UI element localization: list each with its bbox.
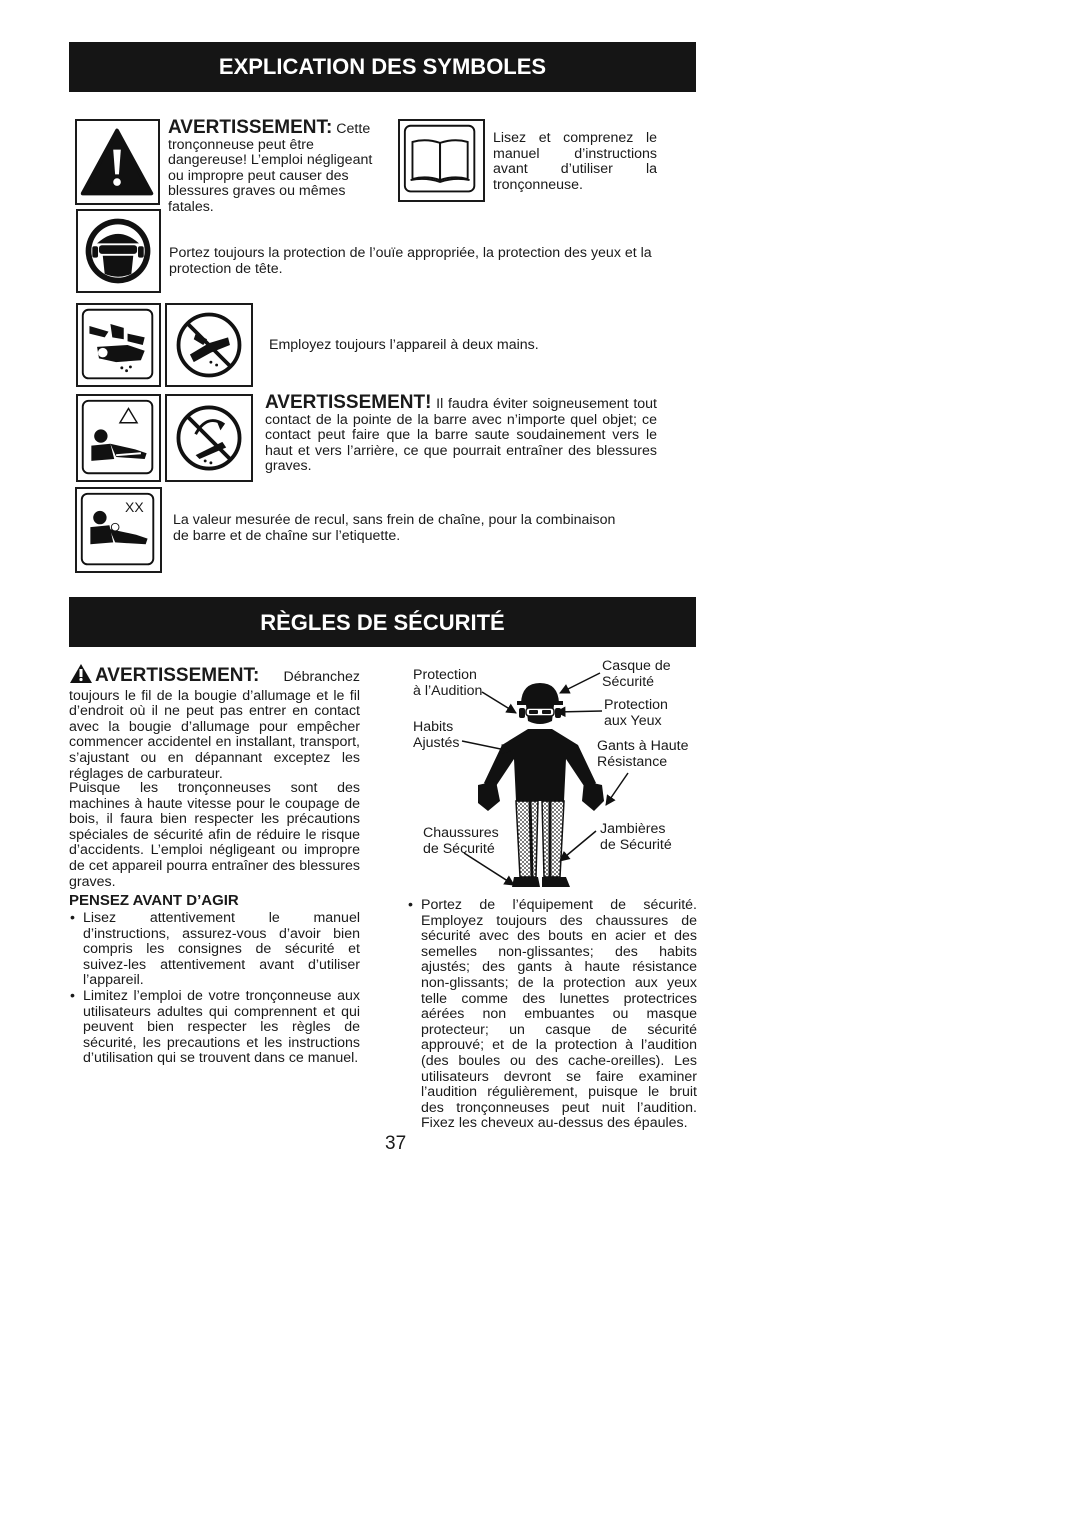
warning-triangle-box xyxy=(75,119,160,205)
right-boot xyxy=(542,877,570,887)
protection-head-box xyxy=(76,209,161,293)
symbols-title: EXPLICATION DES SYMBOLES xyxy=(218,54,547,79)
bullet-marker: • xyxy=(70,910,75,926)
bullet-marker: • xyxy=(408,897,413,913)
warning-main-heading: AVERTISSEMENT: xyxy=(168,117,333,138)
one-hand-prohibited-box xyxy=(165,303,253,387)
list-item: • Portez de l’équipement de sécurité. Employez toujours des chaussures de sécurité avec des bouts en acier et des semelles non‑glissantes; des habits ajustés; des gants à haute résistance non‑glissants; de la protection aux yeux telle comme des lunettes protectrices aérées non embuantes ou masque protecteur; un casque de sécurité approuvé; et de la protection à l’audition (des boules ou des cache‑oreilles). Les utilisateurs devront se faire examiner l’audition régulièrement, puisque le bruit des tronçonneuses peut nuit l’audition. Fixez les cheveux au‑dessus des épaules. xyxy=(408,897,697,1132)
protection-text: Portez toujours la protection de l’ouïe appropriée, la protection des yeux et la protection de tête. xyxy=(169,245,652,277)
kickback-prohibited-box xyxy=(165,394,253,482)
two-hands-text: Employez toujours l’appareil à deux mains. xyxy=(269,337,539,353)
label-chaps: Jambières de Sécurité xyxy=(600,821,672,853)
list-item: • Lisez attentivement le manuel d’instructions, assurez‑vous d’avoir bien compris les consignes de sécurité et suivez‑les attentivement avant d’utiliser l’appareil. xyxy=(70,910,360,989)
right-chap xyxy=(542,801,564,877)
safety-title: RÈGLES DE SÉCURITÉ xyxy=(260,610,505,635)
manual-book-box xyxy=(398,119,485,202)
recoil-value-label: XX xyxy=(125,499,144,515)
left-glove xyxy=(478,781,500,811)
safety-warning-text: Débranchez toujours le fil de la bougie d’allumage et le fil d’endroit où il ne peut pas entrer en contact avec la bougie d’allumage pour empêcher commencer accidentel en installant, transport, s’ajustant ou en dépannant exceptez les réglages de carburateur. xyxy=(69,669,360,782)
safety-intro-text: Puisque les tronçonneuses sont des machines à haute vitesse pour le coupage de bois, il faura bien respecter les précautions spéciales de sécurité afin de réduire le risque d’accidents. L’emploi négligeant ou impropre de cet appareil pourra entraîner des blessures graves. xyxy=(69,780,360,890)
two-hands-chainsaw-icon xyxy=(78,305,159,385)
list-item: • Limitez l’emploi de votre tronçonneuse aux utilisateurs adultes qui comprennent et qui peuvent bien respecter les règles de sécurité, les precautions et les instructions d’utilisation qui se trouvent dans ce manuel. xyxy=(70,987,360,1067)
book-icon xyxy=(400,121,483,200)
label-eyes: Protection aux Yeux xyxy=(604,697,668,729)
kickback-text: Il faudra éviter soigneusement tout contact de la pointe de la barre avec n’importe quel objet; ce contact peut faire que la barre saute soudainement vers le haut et vers l’arrière, ce que pourrait entraîner des blessures graves. xyxy=(265,396,657,475)
label-gloves: Gants à Haute Résistance xyxy=(597,738,689,770)
warning-main-text: Cette tronçonneuse peut être dangereuse! L’emploi négligeant ou impropre peut causer des blessures graves ou mêmes fatales. xyxy=(168,121,373,215)
recoil-box xyxy=(75,487,162,573)
safety-warning-block xyxy=(69,663,360,782)
recoil-text: La valeur mesurée de recul, sans frein de chaîne, pour la combinaison de barre et de chaîne sur l’etiquette. xyxy=(173,512,616,544)
kickback-block xyxy=(265,392,657,475)
think-heading: PENSEZ AVANT D’AGIR xyxy=(69,892,239,909)
jacket-shape xyxy=(484,729,596,801)
bullet-marker: • xyxy=(70,987,75,1004)
small-warning-triangle-icon xyxy=(69,663,93,689)
read-manual-text: Lisez et comprenez le manuel d’instructions avant d’utiliser la tronçonneuse. xyxy=(493,130,657,193)
kickback-warning-icon xyxy=(78,396,159,480)
symbols-title-banner xyxy=(69,42,696,92)
two-hands-box xyxy=(76,303,161,387)
kickback-box xyxy=(76,394,161,482)
helmet-shape xyxy=(521,683,559,703)
safety-warning-heading: AVERTISSEMENT: xyxy=(95,665,260,686)
left-chap xyxy=(516,801,538,877)
left-boot xyxy=(512,877,540,887)
warning-triangle-icon xyxy=(77,121,158,203)
page-number: 37 xyxy=(385,1133,407,1154)
protective-gear-head-icon xyxy=(78,211,159,291)
kickback-heading: AVERTISSEMENT! xyxy=(265,392,432,413)
warning-main-block xyxy=(168,117,386,216)
kickback-value-icon xyxy=(77,489,160,571)
right-bullet-list xyxy=(407,898,697,1132)
label-boots: Chaussures de Sécurité xyxy=(423,825,499,857)
label-helmet: Casque de Sécurité xyxy=(602,658,671,690)
label-hearing: Protection à l’Audition xyxy=(413,667,483,699)
one-hand-prohibited-icon xyxy=(167,305,251,385)
left-bullet-list xyxy=(69,911,360,1067)
safety-title-banner xyxy=(69,597,696,647)
bar-tip-contact-prohibited-icon xyxy=(167,396,251,480)
right-glove xyxy=(582,781,604,811)
label-clothing: Habits Ajustés xyxy=(413,719,460,751)
